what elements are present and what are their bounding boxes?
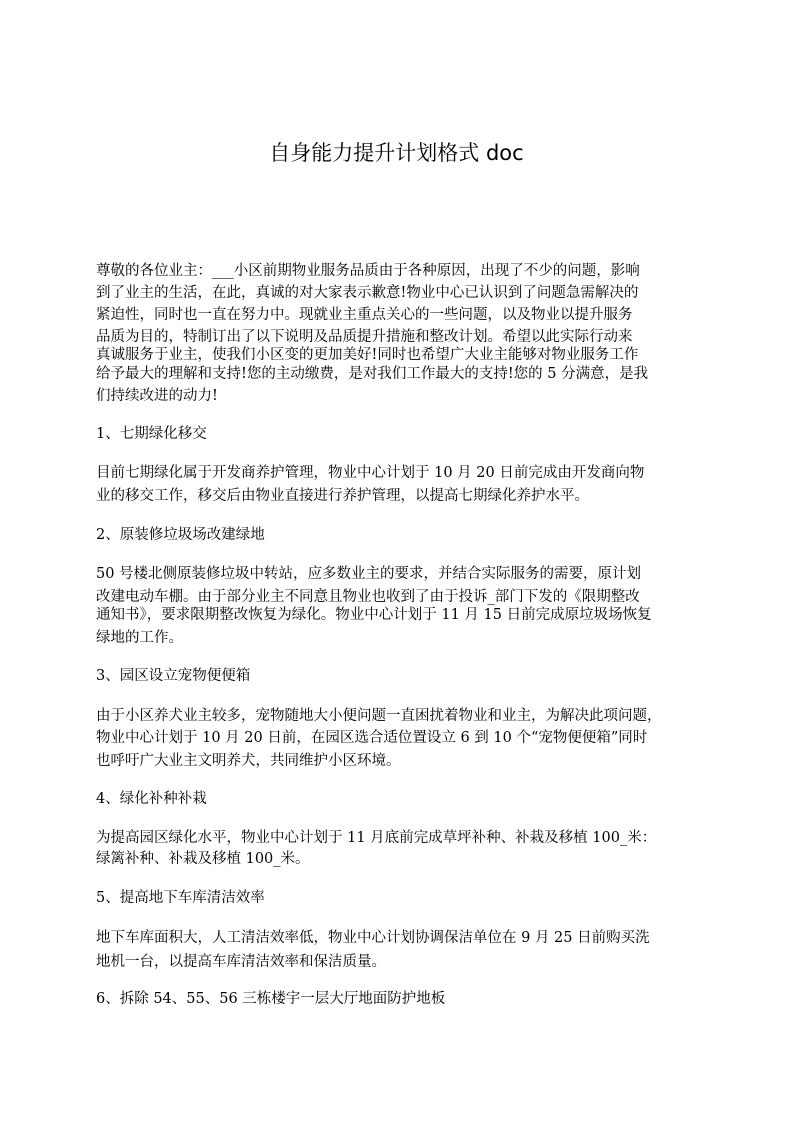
intro-line: 尊敬的各位业主：___小区前期物业服务品质由于各种原因，出现了不少的问题，影响 (96, 263, 640, 279)
section-heading: 6、拆除 54、55、56 三栋楼宇一层大厅地面防护地板 (96, 991, 446, 1007)
section-line: 物业中心计划于 10 月 20 日前，在园区选合适位置设立 6 到 10 个“宠物便便箱”同时 (96, 730, 648, 746)
section-heading: 4、绿化补种补栽 (96, 791, 207, 807)
intro-line: 到了业主的生活，在此，真诚的对大家表示歉意!物业中心已认识到了问题急需解决的 (96, 285, 639, 301)
intro-line: 们持续改进的动力! (96, 388, 218, 404)
section-line: 业的移交工作，移交后由物业直接进行养护管理，以提高七期绿化养护水平。 (96, 488, 589, 504)
intro-line: 给予最大的理解和支持!您的主动缴费，是对我们工作最大的支持!您的 5 分满意，是我 (96, 366, 649, 382)
section-line: 也呼吁广大业主文明养犬，共同维护小区环境。 (96, 753, 401, 769)
section-line: 目前七期绿化属于开发商养护管理，物业中心计划于 10 月 20 日前完成由开发商向物 (96, 465, 645, 481)
section-heading: 3、园区设立宠物便便箱 (96, 668, 251, 684)
section-line: 改建电动车棚。由于部分业主不同意且物业也收到了由于投诉_部门下发的《限期整改 (96, 589, 640, 605)
section-line: 地下车库面积大，人工清洁效率低，物业中心计划协调保洁单位在 9 月 25 日前购买洗 (96, 930, 650, 946)
intro-line: 真诚服务于业主，使我们小区变的更加美好!同时也希望广大业主能够对物业服务工作 (96, 347, 639, 363)
section-line: 通知书》，要求限期整改恢复为绿化。物业中心计划于 11 月 15 日前完成原垃圾场恢复 (96, 607, 652, 623)
intro-line: 品质为目的，特制订出了以下说明及品质提升措施和整改计划。希望以此实际行动来 (96, 329, 633, 345)
section-line: 绿地的工作。 (96, 630, 183, 646)
section-line: 地机一台，以提高车库清洁效率和保洁质量。 (96, 954, 386, 970)
section-line: 绿篱补种、补栽及移植 100_米。 (96, 851, 310, 867)
document-title: 自身能力提升计划格式 doc (269, 141, 524, 165)
section-line: 由于小区养犬业主较多，宠物随地大小便问题一直困扰着物业和业主，为解决此项问题， (96, 708, 662, 724)
section-line: 为提高园区绿化水平，物业中心计划于 11 月底前完成草坪补种、补栽及移植 100_米： (96, 830, 657, 846)
intro-line: 紧迫性，同时也一直在努力中。现就业主重点关心的一些问题，以及物业以提升服务 (96, 307, 633, 323)
section-heading: 2、原装修垃圾场改建绿地 (96, 527, 265, 543)
section-line: 50 号楼北侧原装修垃圾中转站，应多数业主的要求，并结合实际服务的需要，原计划 (96, 566, 642, 582)
section-heading: 1、七期绿化移交 (96, 426, 207, 442)
section-heading: 5、提高地下车库清洁效率 (96, 890, 265, 906)
